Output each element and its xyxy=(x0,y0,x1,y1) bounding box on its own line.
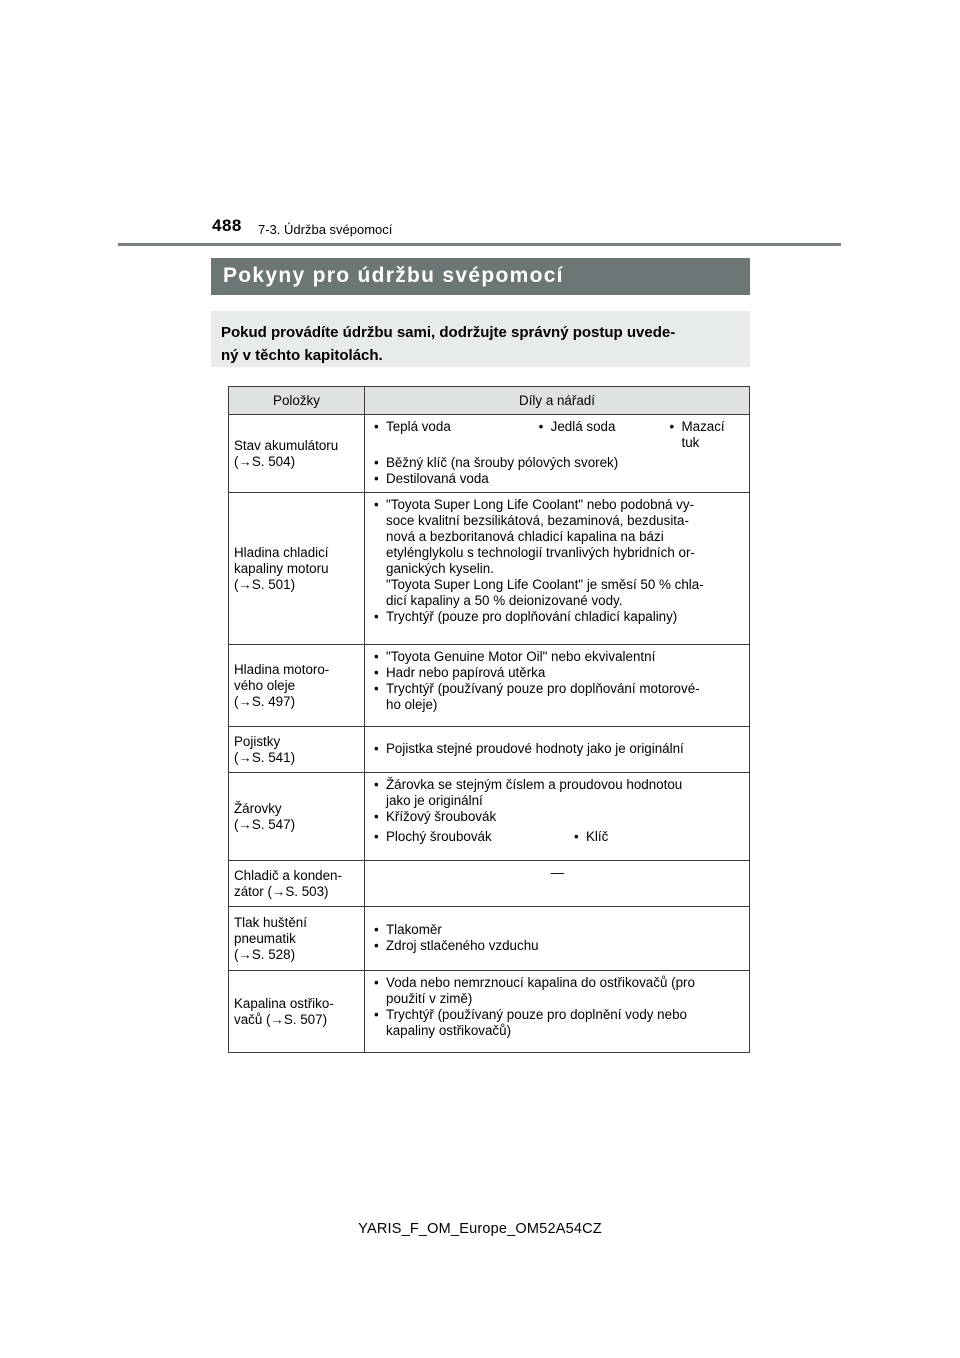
item-text: Pojistky xyxy=(234,733,281,749)
list-item-text: jako je originální xyxy=(386,793,483,808)
list-item-text: • Žárovka se stejným číslem a proudovou hodnotou xyxy=(386,777,683,792)
page-reference: (→S. 541) xyxy=(234,749,296,765)
table-row xyxy=(229,415,750,493)
item-text: pneumatik xyxy=(234,930,296,946)
list-item xyxy=(371,1007,744,1039)
inline-bullet-row xyxy=(371,829,744,845)
item-text: vačů (→S. 507) xyxy=(234,1011,328,1027)
list-item-text: dicí kapaliny a 50 % deionizované vody. xyxy=(386,593,623,608)
page-number: 488 xyxy=(212,216,242,235)
list-item-text: kapaliny ostřikovačů) xyxy=(386,1023,512,1038)
item-text: Kapalina ostřiko- xyxy=(234,995,334,1011)
section-breadcrumb: 7-3. Údržba svépomocí xyxy=(258,222,393,237)
item-text: Chladič a konden- xyxy=(234,867,342,883)
table-header-row xyxy=(229,387,750,415)
parts-cell xyxy=(365,861,750,907)
parts-cell xyxy=(365,645,750,727)
item-text: vého oleje xyxy=(234,677,296,693)
list-item-text: ho oleje) xyxy=(386,697,438,712)
list-item-text: • "Toyota Super Long Life Coolant" nebo podobná vy- xyxy=(386,497,695,512)
intro-line-2: ný v těchto kapitolách. xyxy=(221,347,383,364)
item-text: Žárovky xyxy=(234,800,282,816)
item-cell xyxy=(229,861,365,907)
column-header-items: Položky xyxy=(229,387,365,415)
parts-cell xyxy=(365,907,750,971)
parts-cell xyxy=(365,415,750,493)
list-item-text: • Voda nebo nemrznoucí kapalina do ostřikovačů (pro xyxy=(386,975,695,990)
table-row xyxy=(229,645,750,727)
list-item xyxy=(371,497,744,609)
list-item: • Zdroj stlačeného vzduchu xyxy=(371,938,744,954)
item-text: Hladina motoro- xyxy=(234,661,330,677)
table-row xyxy=(229,727,750,773)
list-item xyxy=(371,777,744,809)
list-item xyxy=(371,681,744,713)
page-title: Pokyny pro údržbu svépomocí xyxy=(223,264,564,287)
item-text: kapaliny motoru xyxy=(234,560,329,576)
list-item: • Tlakoměr xyxy=(371,922,744,938)
bullet-list xyxy=(371,497,744,625)
bullet-list xyxy=(371,975,744,1039)
header-divider xyxy=(118,243,841,246)
list-item-text: • Trychtýř (používaný pouze pro doplnění vody nebo xyxy=(386,1007,687,1022)
item-text: Hladina chladicí xyxy=(234,544,329,560)
intro-text xyxy=(221,321,743,367)
table-row xyxy=(229,861,750,907)
list-item: • Teplá voda xyxy=(371,419,536,451)
list-item-text: ganických kyselin. xyxy=(386,561,494,576)
item-cell xyxy=(229,415,365,493)
table-row xyxy=(229,971,750,1053)
list-item: • Hadr nebo papírová utěrka xyxy=(371,665,744,681)
page-reference: (→S. 547) xyxy=(234,816,296,832)
list-item-text: nová a bezboritanová chladicí kapalina na bázi xyxy=(386,529,664,544)
inline-bullet-row xyxy=(371,419,744,451)
bullet-list xyxy=(371,649,744,713)
maintenance-tools-table xyxy=(228,386,750,1053)
list-item: • "Toyota Genuine Motor Oil" nebo ekvivalentní xyxy=(371,649,744,665)
parts-cell xyxy=(365,493,750,645)
item-cell xyxy=(229,971,365,1053)
page-reference: (→S. 528) xyxy=(234,946,296,962)
item-text: zátor (→S. 503) xyxy=(234,883,329,899)
item-cell xyxy=(229,645,365,727)
intro-box xyxy=(211,311,750,367)
bullet-list xyxy=(371,777,744,825)
list-item-text: použití v zimě) xyxy=(386,991,473,1006)
item-cell xyxy=(229,493,365,645)
page-reference: (→S. 497) xyxy=(234,693,296,709)
document-footer-code: YARIS_F_OM_Europe_OM52A54CZ xyxy=(358,1221,602,1237)
table-row xyxy=(229,773,750,861)
intro-line-1: Pokud provádíte údržbu sami, dodržujte správný postup uvede- xyxy=(221,324,676,341)
list-item: • Plochý šroubovák xyxy=(371,829,571,845)
item-text: Tlak huštění xyxy=(234,914,307,930)
parts-cell xyxy=(365,773,750,861)
list-item: • Běžný klíč (na šrouby pólových svorek) xyxy=(371,455,744,471)
parts-cell xyxy=(365,971,750,1053)
page-title-bar xyxy=(211,258,750,295)
list-item-text: etylénglykolu s technologií trvanlivých hybridních or- xyxy=(386,545,695,560)
list-item: • Křížový šroubovák xyxy=(371,809,744,825)
table-row xyxy=(229,907,750,971)
list-item xyxy=(371,975,744,1007)
empty-dash: — xyxy=(550,865,565,880)
page-reference: (→S. 501) xyxy=(234,576,296,592)
list-item: • Jedlá soda xyxy=(536,419,667,451)
list-item: • Trychtýř (pouze pro doplňování chladicí kapaliny) xyxy=(371,609,744,625)
bullet-list xyxy=(371,741,744,757)
list-item: • Mazací tuk xyxy=(666,419,744,451)
item-cell xyxy=(229,907,365,971)
table-row xyxy=(229,493,750,645)
list-item-text: soce kvalitní bezsilikátová, bezaminová, bezdusita- xyxy=(386,513,689,528)
bullet-list xyxy=(371,455,744,487)
page-reference: (→S. 504) xyxy=(234,453,296,469)
list-item: • Klíč xyxy=(571,829,608,845)
list-item-text: "Toyota Super Long Life Coolant" je směsí 50 % chla- xyxy=(386,577,704,592)
list-item: • Destilovaná voda xyxy=(371,471,744,487)
list-item: • Pojistka stejné proudové hodnoty jako je originální xyxy=(371,741,744,757)
bullet-list xyxy=(371,922,744,954)
column-header-parts: Díly a nářadí xyxy=(365,387,750,415)
list-item-text: • Trychtýř (používaný pouze pro doplňování motorové- xyxy=(386,681,700,696)
parts-cell xyxy=(365,727,750,773)
item-cell xyxy=(229,727,365,773)
item-text: Stav akumulátoru xyxy=(234,437,339,453)
item-cell xyxy=(229,773,365,861)
